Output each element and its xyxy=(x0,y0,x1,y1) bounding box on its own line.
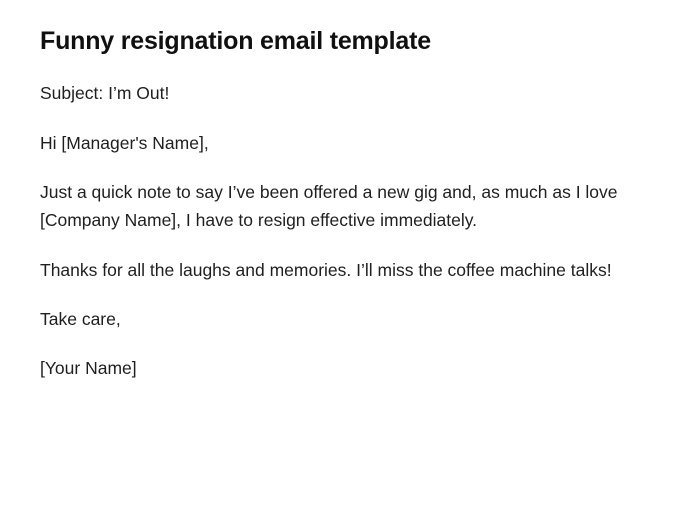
page-title: Funny resignation email template xyxy=(40,27,431,55)
email-body-paragraph-1: Just a quick note to say I’ve been offered a new gig and, as much as I love [Company Name], I have to resign effective immediately. xyxy=(40,181,618,231)
email-signature-name: [Your Name] xyxy=(40,358,137,379)
email-body-paragraph-2: Thanks for all the laughs and memories. I’ll miss the coffee machine talks! xyxy=(40,259,612,280)
email-greeting: Hi [Manager's Name], xyxy=(40,132,209,153)
email-subject-line: Subject: I’m Out! xyxy=(40,83,170,104)
email-signoff: Take care, xyxy=(40,308,121,329)
